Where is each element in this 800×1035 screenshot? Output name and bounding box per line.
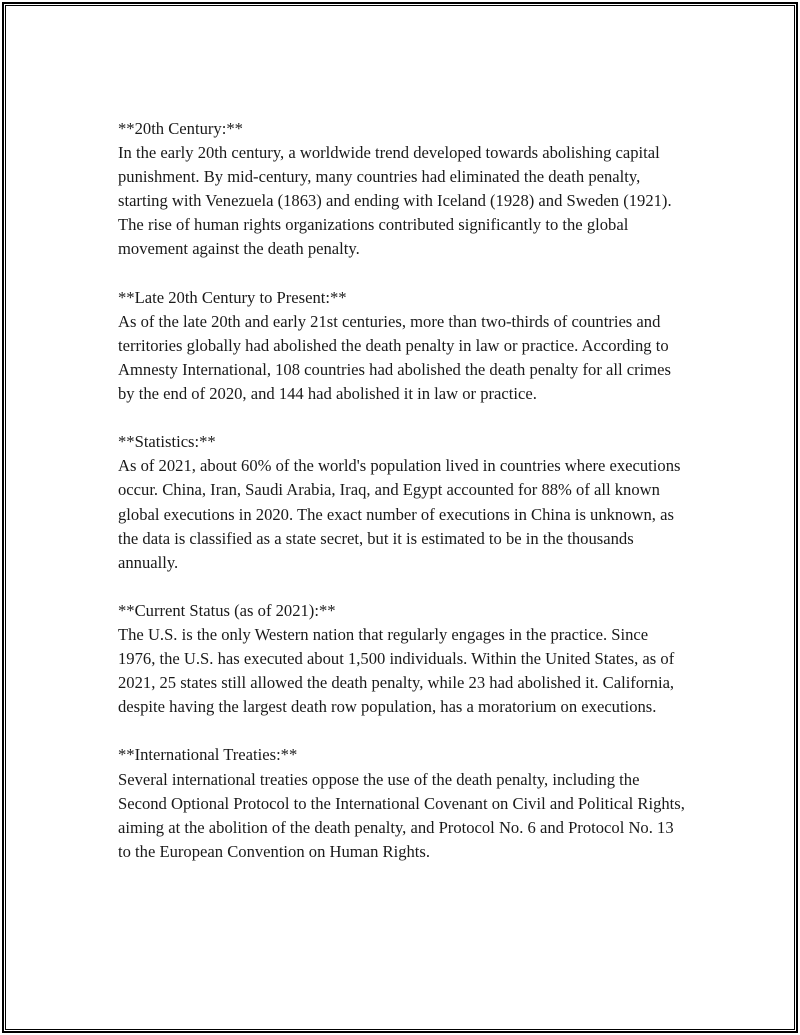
section-paragraph: In the early 20th century, a worldwide trend developed towards abolishing capital punishment. By mid-century, many countries had eliminated the death penalty, starting with Venezuela (1863) and ending with Iceland (1928) and Sweden (1921). The rise of human rights organizations contributed significantly to the global movement against the death penalty. <box>118 143 672 259</box>
section-20th-century <box>118 117 688 262</box>
section-paragraph: The U.S. is the only Western nation that regularly engages in the practice. Since 1976, the U.S. has executed about 1,500 individuals. Within the United States, as of 2021, 25 states still allowed the death penalty, while 23 had abolished it. California, despite having the largest death row population, has a moratorium on executions. <box>118 624 675 717</box>
section-heading: **Late 20th Century to Present:** <box>118 287 347 307</box>
section-heading: **Current Status (as of 2021):** <box>118 600 336 620</box>
section-paragraph: As of the late 20th and early 21st centuries, more than two-thirds of countries and territories globally had abolished the death penalty in law or practice. According to Amnesty International, 108 countries had abolished the death penalty for all crimes by the end of 2020, and 144 had abolished it in law or practice. <box>118 311 671 404</box>
section-heading: **International Treaties:** <box>118 745 298 765</box>
section-paragraph: Several international treaties oppose the use of the death penalty, including the Second Optional Protocol to the International Covenant on Civil and Political Rights, aiming at the abolition of the death penalty, and Protocol No. 6 and Protocol No. 13 to the European Convention on Human Rights. <box>118 769 685 861</box>
section-international-treaties <box>118 743 688 863</box>
section-statistics <box>118 430 688 575</box>
section-late-20th-century <box>118 286 688 406</box>
section-paragraph: As of 2021, about 60% of the world's population lived in countries where executions occur. China, Iran, Saudi Arabia, Iraq, and Egypt accounted for 88% of all known global executions in 2020. The exact number of executions in China is unknown, as the data is classified as a state secret, but it is estimated to be in the thousands annually. <box>118 456 681 572</box>
section-current-status <box>118 599 688 719</box>
document-body <box>118 117 688 888</box>
section-heading: **Statistics:** <box>118 432 216 452</box>
section-heading: **20th Century:** <box>118 119 243 138</box>
